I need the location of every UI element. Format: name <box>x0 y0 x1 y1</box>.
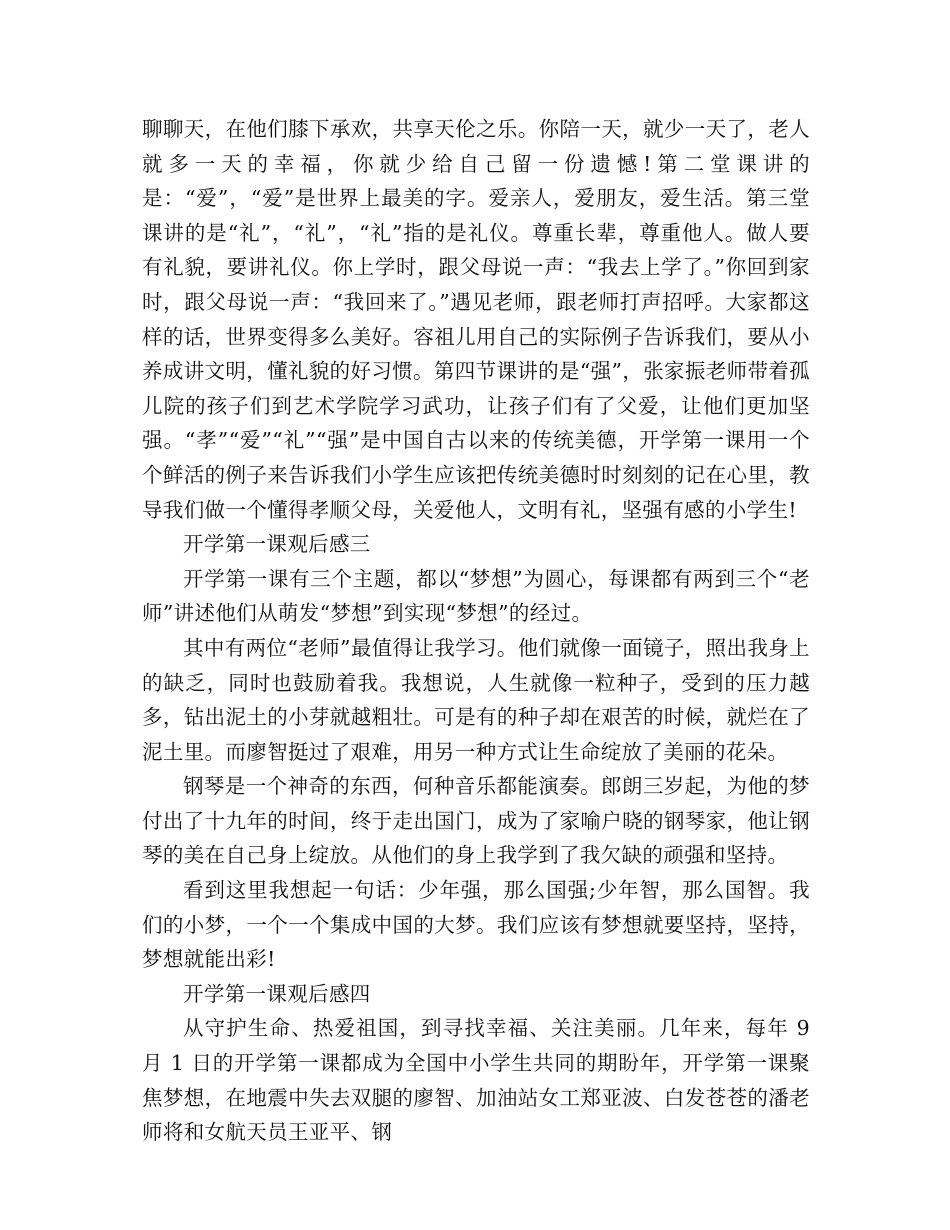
paragraph-piano: 钢琴是一个神奇的东西，何种音乐都能演奏。郎朗三岁起，为他的梦付出了十九年的时间，终于走出国门，成为了家喻户晓的钢琴家，他让钢琴的美在自己身上绽放。从他们的身上我学到了我欠缺的顽强和坚持。 <box>142 774 810 868</box>
paragraph-two-teachers: 其中有两位“老师”最值得让我学习。他们就像一面镜子，照出我身上的缺乏，同时也鼓励着我。我想说，人生就像一粒种子，受到的压力越多，钻出泥土的小芽就越粗壮。可是有的种子却在艰苦的时候，就烂在了泥土里。而廖智挺过了艰难，用另一种方式让生命绽放了美丽的花朵。 <box>142 635 810 764</box>
paragraph-dream: 看到这里我想起一句话：少年强，那么国强;少年智，那么国智。我们的小梦，一个一个集成中国的大梦。我们应该有梦想就要坚持，坚持，梦想就能出彩! <box>142 878 810 972</box>
document-body <box>142 112 810 1150</box>
paragraph-intro-four: 从守护生命、热爱祖国，到寻找幸福、关注美丽。几年来，每年 9 月 1 日的开学第一课都成为全国中小学生共同的期盼年，开学第一课聚焦梦想，在地震中失去双腿的廖智、加油站女工郑亚波、白发苍苍的潘老师将和女航天员王亚平、钢 <box>142 1016 810 1145</box>
paragraph-continuation: 聊聊天，在他们膝下承欢，共享天伦之乐。你陪一天，就少一天了，老人就多一天的幸福，你就少给自己留一份遗憾!第二堂课讲的是：“爱”，“爱”是世界上最美的字。爱亲人，爱朋友，爱生活。第三堂课讲的是“礼”，“礼”，“礼”指的是礼仪。尊重长辈，尊重他人。做人要有礼貌，要讲礼仪。你上学时，跟父母说一声：“我去上学了。”你回到家时，跟父母说一声：“我回来了。”遇见老师，跟老师打声招呼。大家都这样的话，世界变得多么美好。容祖儿用自己的实际例子告诉我们，要从小养成讲文明，懂礼貌的好习惯。第四节课讲的是“强”，张家振老师带着孤儿院的孩子们到艺术学院学习武功，让孩子们有了父爱，让他们更加坚强。“孝”“爱”“礼”“强”是中国自古以来的传统美德，开学第一课用一个个鲜活的例子来告诉我们小学生应该把传统美德时时刻刻的记在心里，教导我们做一个懂得孝顺父母，关爱他人，文明有礼，坚强有感的小学生! <box>142 117 811 522</box>
section-heading-three: 开学第一课观后感三 <box>183 532 371 557</box>
paragraph-intro-three: 开学第一课有三个主题，都以“梦想”为圆心，每课都有两到三个“老师”讲述他们从萌发“梦想”到实现“梦想”的经过。 <box>142 566 810 626</box>
section-heading-four: 开学第一课观后感四 <box>183 981 371 1006</box>
